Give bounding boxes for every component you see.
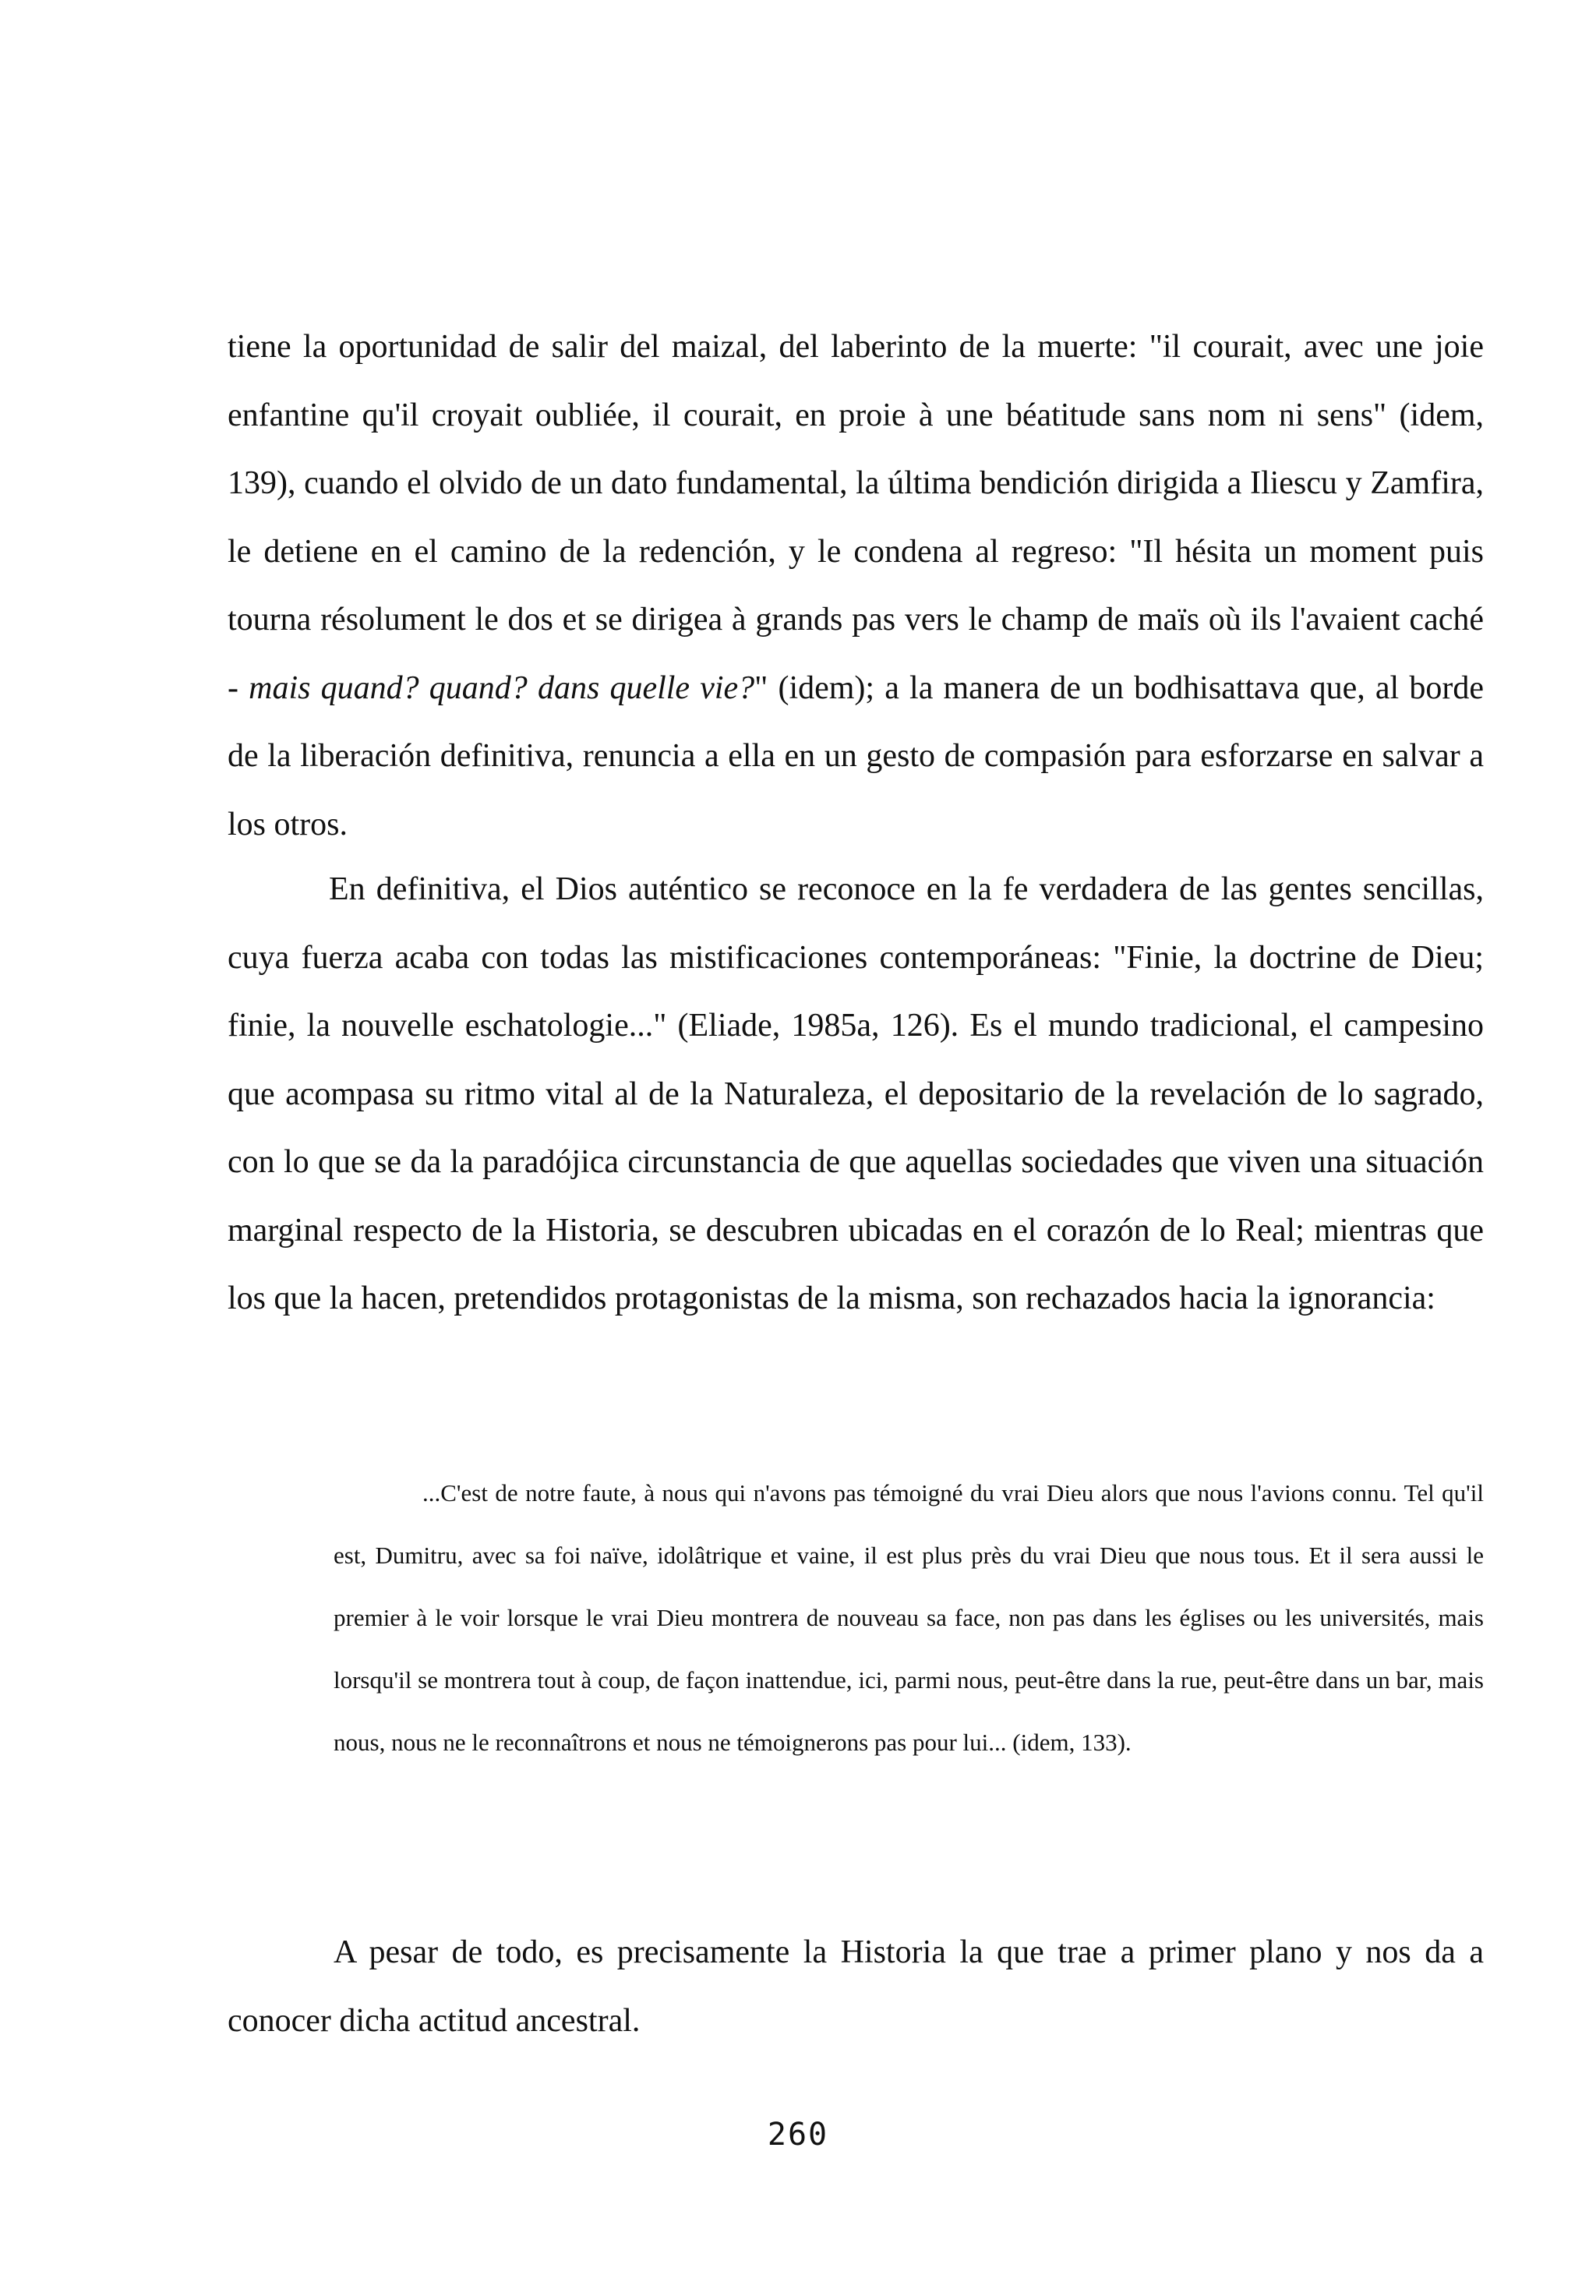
paragraph-1-text-a: tiene la oportunidad de salir del maizal, del laberinto de la muerte: "il courait, avec une joie enfantine qu'il croyait oubliée, il courait, en proie à une béatitude sans nom ni sens" (idem, 139), cuando el olvido de un dato fundamental, la última bendición dirigida a Iliescu y Zamfira, le detiene en el camino de la redención, y le condena al regreso: "Il hésita un moment puis tourna résolument le dos et se dirigea à grands pas vers le champ de maïs où ils l'avaient caché - — [228, 329, 1484, 706]
block-quote: ...C'est de notre faute, à nous qui n'avons pas témoigné du vrai Dieu alors que nous l'avions connu. Tel qu'il est, Dumitru, avec sa foi naïve, idolâtrique et vaine, il est plus près du vrai Dieu que nous tous. Et il sera aussi le premier à le voir lorsque le vrai Dieu montrera de nouveau sa face, non pas dans les églises ou les universités, mais lorsqu'il se montrera tout à coup, de façon inattendue, ici, parmi nous, peut-être dans la rue, peut-être dans un bar, mais nous, nous ne le reconnaîtrons et nous ne témoignerons pas pour lui... (idem, 133). — [334, 1479, 1484, 1756]
body-paragraph-3: A pesar de todo, es precisamente la Historia la que trae a primer plano y nos da a conocer dicha actitud ancestral. — [228, 1934, 1484, 2039]
body-paragraph-1 — [228, 313, 1484, 859]
body-paragraph-2: En definitiva, el Dios auténtico se reconoce en la fe verdadera de las gentes sencillas, cuya fuerza acaba con todas las mistificaciones contemporáneas: "Finie, la doctrine de Dieu; finie, la nouvelle eschatologie..." (Eliade, 1985a, 126). Es el mundo tradicional, el campesino que acompasa su ritmo vital al de la Naturaleza, el depositario de la revelación de lo sagrado, con lo que se da la paradójica circunstancia de que aquellas sociedades que viven una situación marginal respecto de la Historia, se descubren ubicadas en el corazón de lo Real; mientras que los que la hacen, pretendidos protagonistas de la misma, son rechazados hacia la ignorancia: — [228, 871, 1484, 1316]
page-number: 260 — [767, 2117, 829, 2153]
paragraph-1-italic-quote: mais quand? quand? dans quelle vie? — [249, 669, 755, 706]
paragraph-1-text-b: " (idem); a la manera de un bodhisattava que, al borde de la liberación definitiva, renuncia a ella en un gesto de compasión para esforzarse en salvar a los otros. — [228, 669, 1484, 842]
